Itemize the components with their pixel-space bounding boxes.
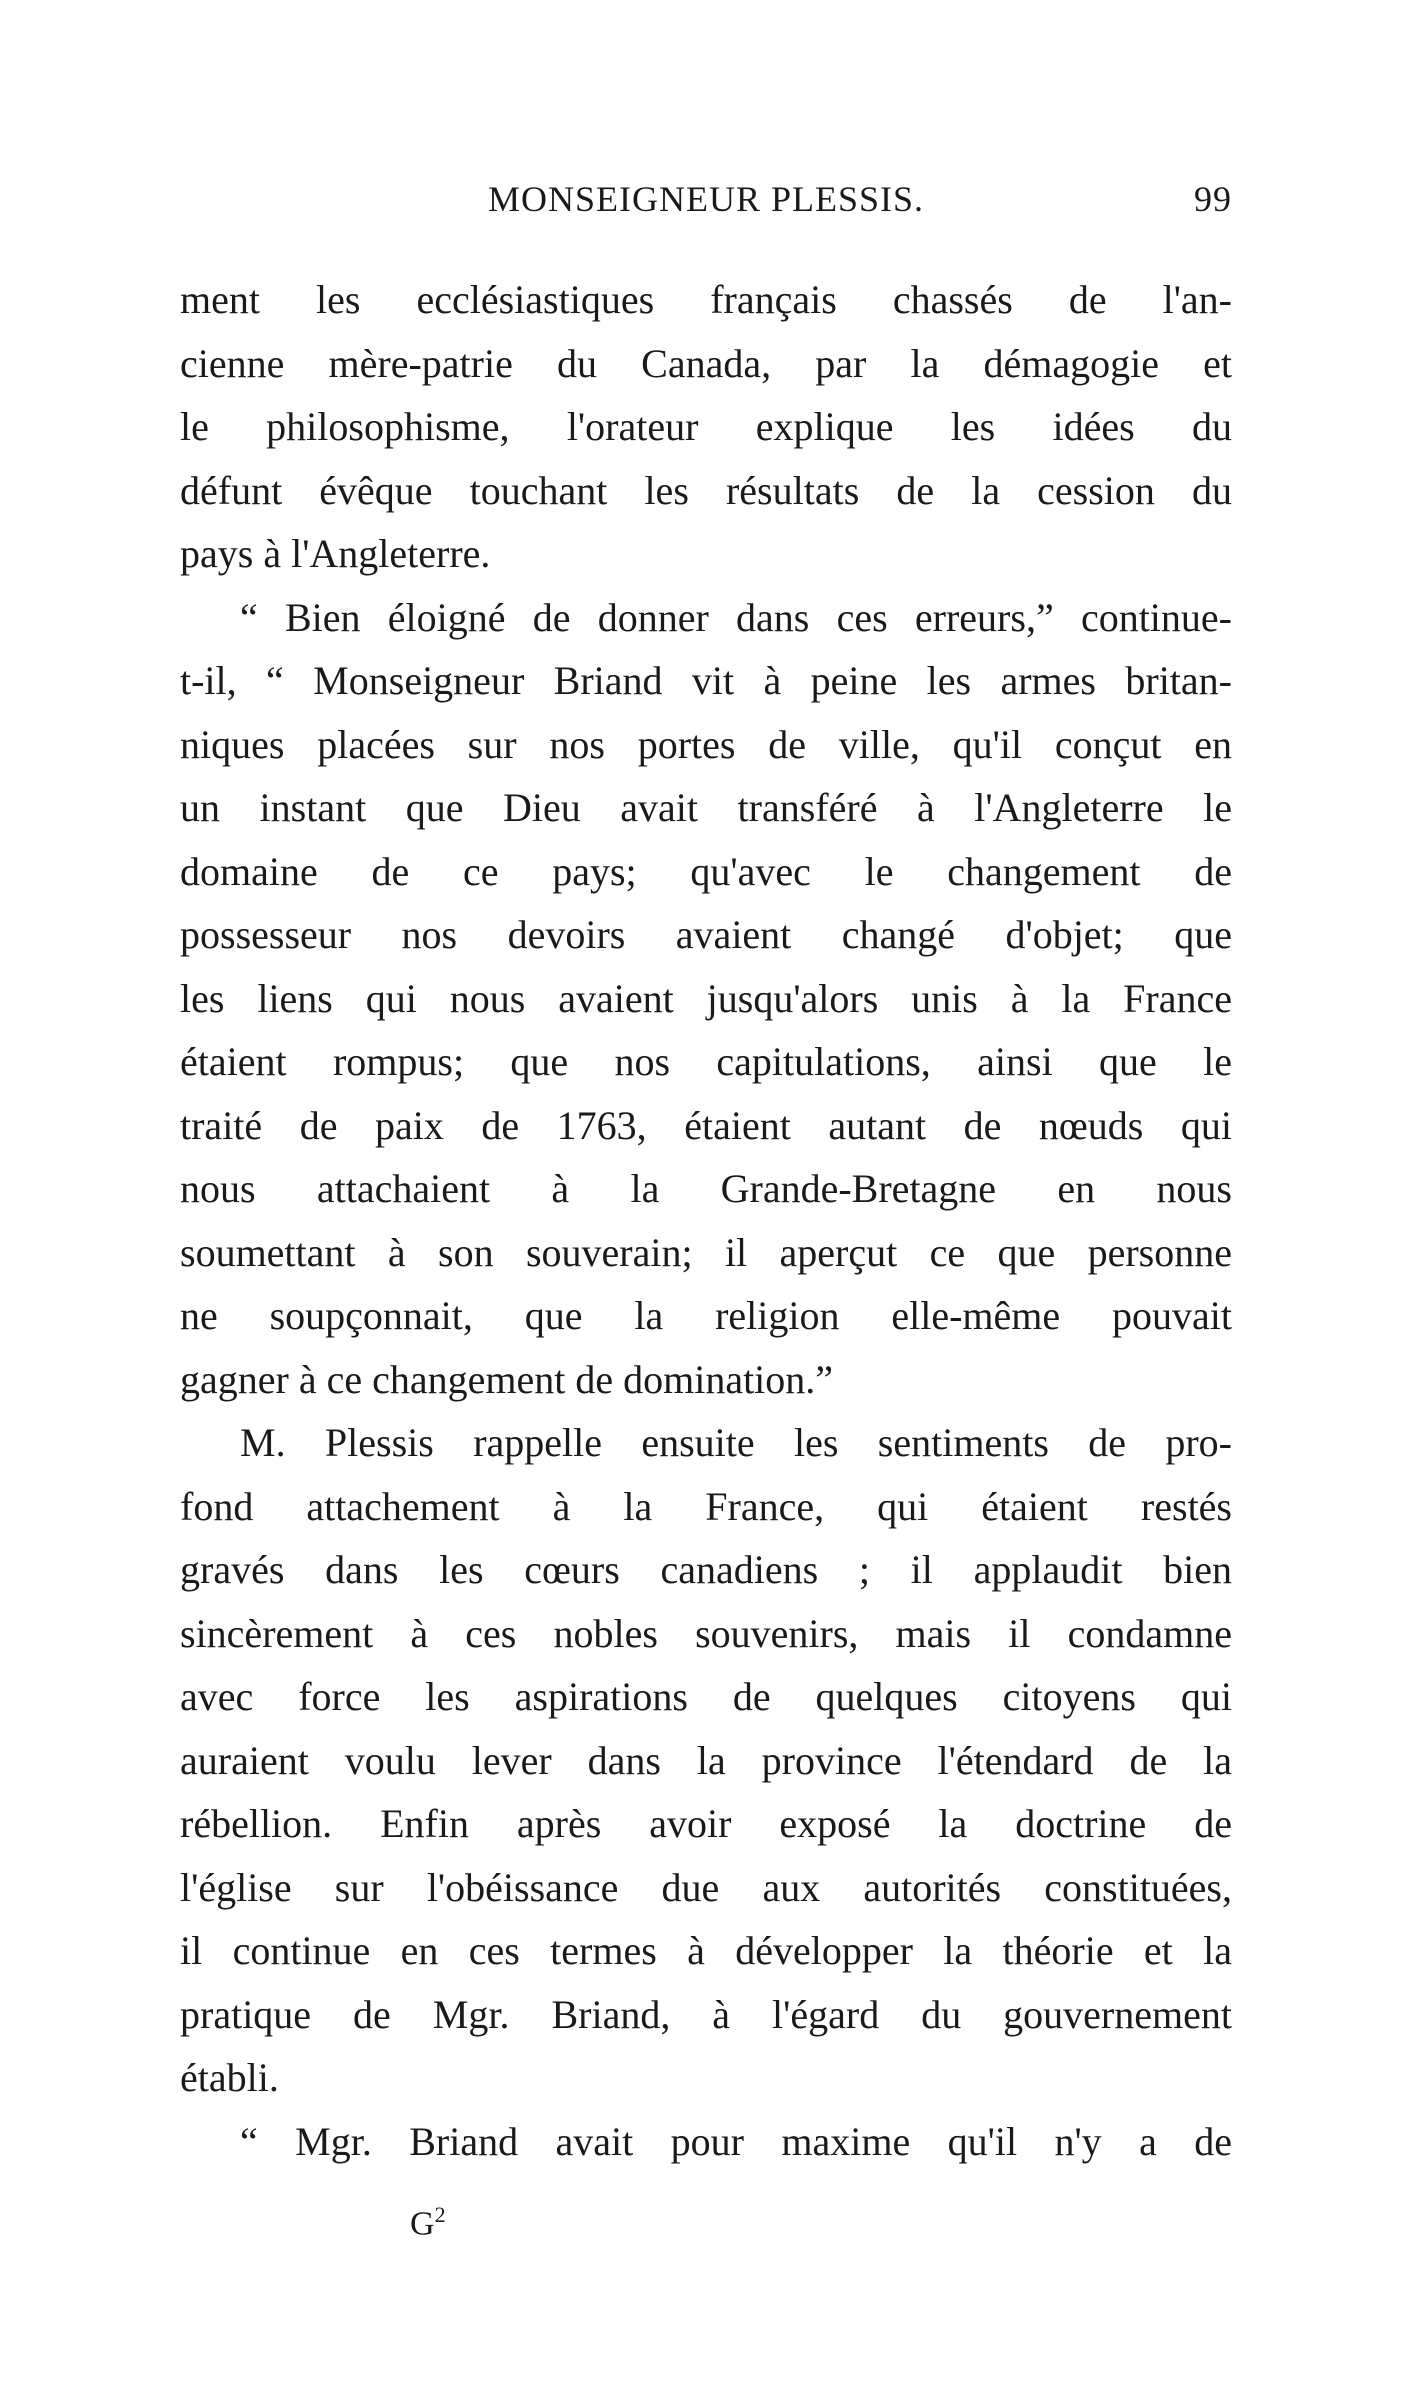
text-line: “ Mgr. Briand avait pour maxime qu'il n'y a de [240,2118,1232,2164]
text-line: gagner à ce changement de domination.” [180,1356,834,1402]
text-line: domaine de ce pays; qu'avec le changement de [180,848,1232,894]
signature-superscript: 2 [434,2202,446,2227]
text-line: ment les ecclésiastiques français chassés de l'an- [180,277,1232,322]
text-line: M. Plessis rappelle ensuite les sentiments de pro- [240,1420,1232,1465]
text-line: il continue en ces termes à développer la théorie et la [180,1928,1232,1973]
text-line: les liens qui nous avaient jusqu'alors unis à la France [180,975,1232,1021]
text-line: nous attachaient à la Grande-Bretagne en nous [180,1166,1232,1211]
text-line: pratique de Mgr. Briand, à l'égard du gouvernement [180,1991,1232,2037]
signature-mark [410,2202,446,2243]
running-head [180,178,1232,228]
text-line: rébellion. Enfin après avoir exposé la doctrine de [180,1801,1232,1846]
text-line: l'église sur l'obéissance due aux autorités constituées, [180,1864,1232,1910]
text-line: établi. [180,2055,279,2100]
text-line: cienne mère-patrie du Canada, par la démagogie et [180,340,1232,386]
text-line: possesseur nos devoirs avaient changé d'objet; que [180,912,1232,957]
text-line: avec force les aspirations de quelques citoyens qui [180,1674,1232,1719]
text-line: fond attachement à la France, qui étaient restés [180,1483,1232,1529]
text-line: gravés dans les cœurs canadiens ; il applaudit bien [180,1547,1232,1592]
text-line: auraient voulu lever dans la province l'étendard de la [180,1737,1232,1783]
text-line: étaient rompus; que nos capitulations, ainsi que le [180,1039,1232,1084]
text-line: “ Bien éloigné de donner dans ces erreurs,” continue- [240,594,1232,640]
text-line: le philosophisme, l'orateur explique les idées du [180,404,1232,449]
running-title: MONSEIGNEUR PLESSIS. [487,179,925,219]
page-number: 99 [1194,179,1232,219]
text-line: soumettant à son souverain; il aperçut ce que personne [180,1229,1232,1275]
text-line: pays à l'Angleterre. [180,531,491,576]
text-line: traité de paix de 1763, étaient autant de nœuds qui [180,1102,1232,1148]
text-line: un instant que Dieu avait transféré à l'Angleterre le [180,785,1232,830]
text-line: sincèrement à ces nobles souvenirs, mais il condamne [180,1610,1232,1656]
body-text [180,268,1232,2173]
text-line: défunt évêque touchant les résultats de la cession du [180,467,1232,513]
text-line: ne soupçonnait, que la religion elle-même pouvait [180,1293,1232,1338]
text-line: niques placées sur nos portes de ville, qu'il conçut en [180,721,1232,767]
signature-letter: G [410,2205,435,2243]
text-line: t-il, “ Monseigneur Briand vit à peine les armes britan- [180,658,1232,703]
